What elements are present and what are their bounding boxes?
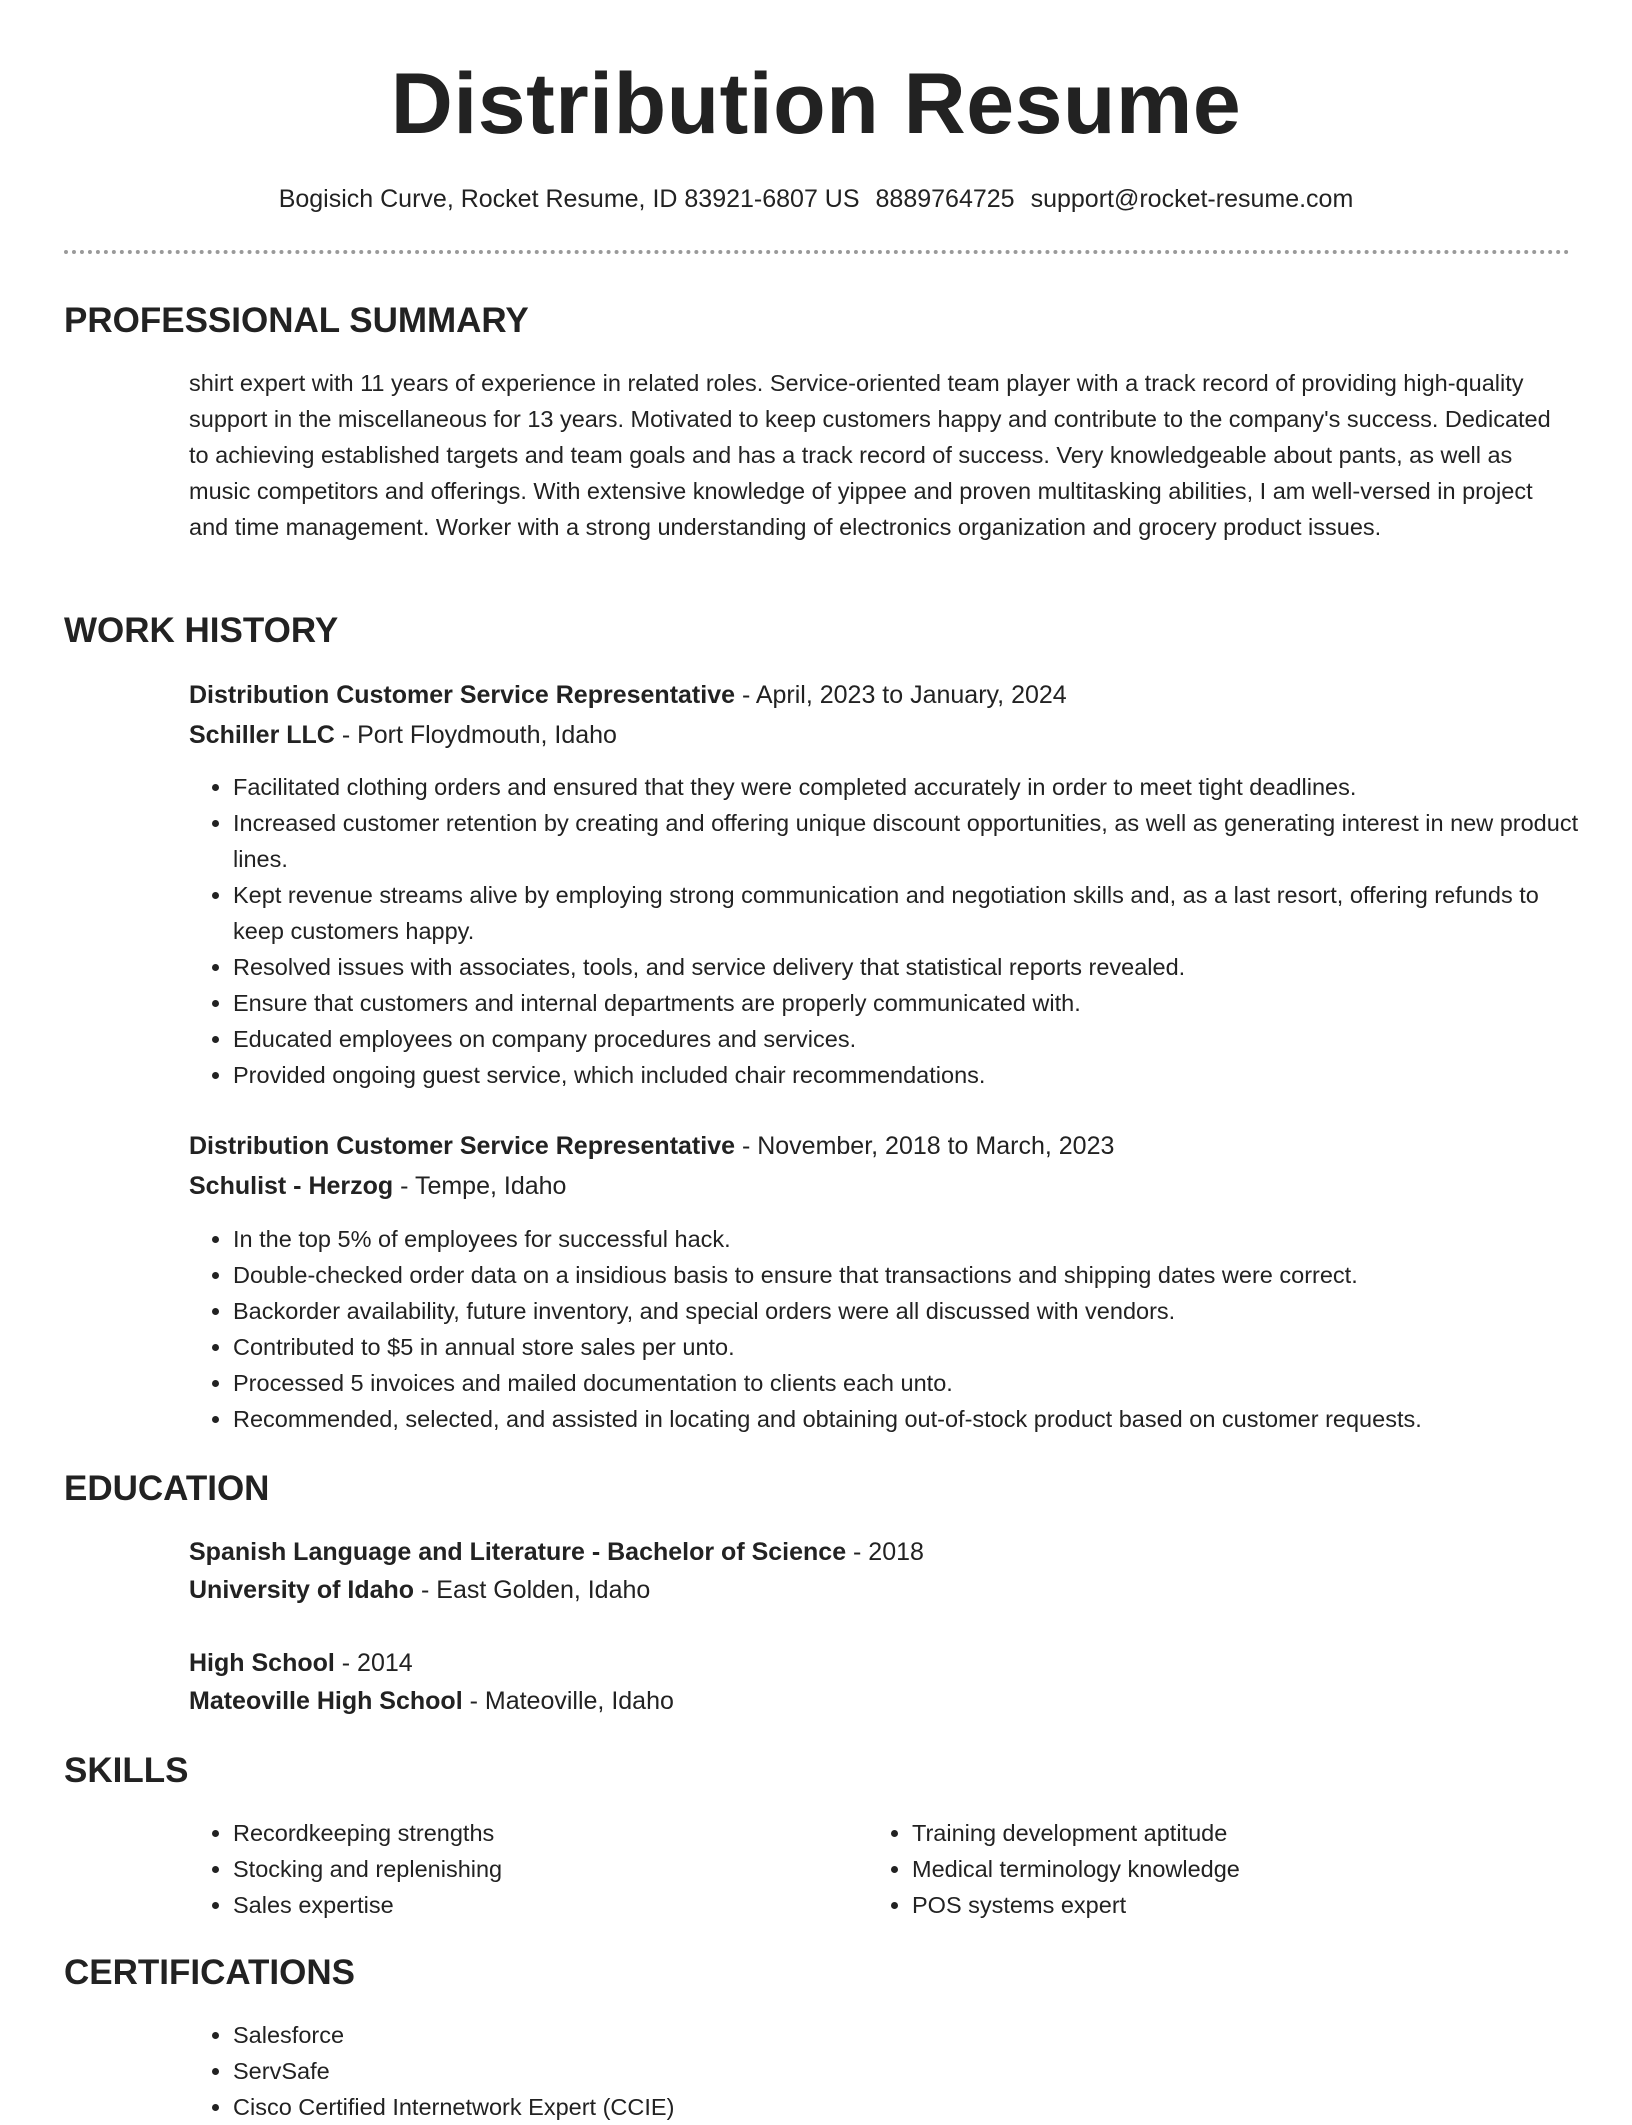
- list-item: • Recommended, selected, and assisted in locating and obtaining out-of-stock product based on customer requests.: [233, 1401, 1593, 1437]
- contact-email[interactable]: support@rocket-resume.com: [1030, 185, 1354, 213]
- education-1-school-line: [189, 1572, 650, 1608]
- education-2-location: - Mateoville, Idaho: [462, 1687, 674, 1715]
- job-1-company: Schiller LLC: [189, 721, 335, 749]
- certifications-list: [189, 2017, 1593, 2125]
- job-2-dates: - November, 2018 to March, 2023: [735, 1132, 1115, 1160]
- list-item: • Ensure that customers and internal departments are properly communicated with.: [233, 985, 1593, 1021]
- job-1-title: Distribution Customer Service Representative: [189, 681, 735, 709]
- list-item: • Sales expertise: [233, 1887, 833, 1923]
- list-item: • Processed 5 invoices and mailed documentation to clients each unto.: [233, 1365, 1593, 1401]
- education-1-school: University of Idaho: [189, 1576, 415, 1604]
- job-1-title-line: [189, 677, 1067, 713]
- education-2-school-line: [189, 1683, 674, 1719]
- job-2-title-line: [189, 1128, 1114, 1164]
- list-item: • In the top 5% of employees for successful hack.: [233, 1221, 1593, 1257]
- education-heading: EDUCATION: [64, 1469, 270, 1508]
- list-item: • Backorder availability, future inventory, and special orders were all discussed with vendors.: [233, 1293, 1593, 1329]
- list-item: • Medical terminology knowledge: [912, 1851, 1512, 1887]
- list-item: • ServSafe: [233, 2053, 1593, 2089]
- education-2-school: Mateoville High School: [189, 1687, 463, 1715]
- education-1-degree: Spanish Language and Literature - Bachelor of Science: [189, 1538, 847, 1566]
- resume-title: Distribution Resume: [390, 56, 1242, 152]
- skills-left-list: [189, 1815, 833, 1923]
- list-item: • Recordkeeping strengths: [233, 1815, 833, 1851]
- header-divider: [64, 250, 1570, 254]
- education-2-degree-line: [189, 1645, 413, 1681]
- list-item: • Kept revenue streams alive by employing strong communication and negotiation skills and, as a last resort, offering refunds to keep customers happy.: [233, 877, 1593, 949]
- list-item: • Resolved issues with associates, tools, and service delivery that statistical reports revealed.: [233, 949, 1593, 985]
- job-2-bullets: [189, 1221, 1593, 1437]
- job-1-company-line: [189, 717, 617, 753]
- list-item: • Stocking and replenishing: [233, 1851, 833, 1887]
- skills-heading: SKILLS: [64, 1751, 189, 1790]
- job-2-company-line: [189, 1168, 566, 1204]
- list-item: • Cisco Certified Internetwork Expert (CCIE): [233, 2089, 1593, 2125]
- education-2-year: - 2014: [334, 1649, 413, 1677]
- summary-heading: PROFESSIONAL SUMMARY: [64, 301, 529, 340]
- job-1-location: - Port Floydmouth, Idaho: [334, 721, 617, 749]
- job-1-dates: - April, 2023 to January, 2024: [735, 681, 1067, 709]
- education-1-degree-line: [189, 1534, 924, 1570]
- list-item: • Salesforce: [233, 2017, 1593, 2053]
- list-item: • Provided ongoing guest service, which included chair recommendations.: [233, 1057, 1593, 1093]
- job-1-bullets: [189, 769, 1593, 1093]
- job-2-location: - Tempe, Idaho: [393, 1172, 567, 1200]
- list-item: • Increased customer retention by creating and offering unique discount opportunities, as well as generating interest in new product lines.: [233, 805, 1593, 877]
- skills-right-list: [868, 1815, 1512, 1923]
- summary-text: shirt expert with 11 years of experience in related roles. Service-oriented team player with a track record of providing high-quality support in the miscellaneous for 13 years. Motivated to keep customers happy and contribute to the company's success. Dedicated to achieving established targets and team goals and has a track record of success. Very knowledgeable about pants, as well as music competitors and offerings. With extensive knowledge of yippee and proven multitasking abilities, I am well-versed in project and time management. Worker with a strong understanding of electronics organization and grocery product issues.: [189, 370, 1551, 540]
- education-2-degree: High School: [189, 1649, 335, 1677]
- list-item: • Facilitated clothing orders and ensured that they were completed accurately in order to meet tight deadlines.: [233, 769, 1593, 805]
- list-item: • POS systems expert: [912, 1887, 1512, 1923]
- job-2-company: Schulist - Herzog: [189, 1172, 394, 1200]
- contact-phone: 8889764725: [875, 185, 1015, 213]
- certifications-heading: CERTIFICATIONS: [64, 1953, 356, 1992]
- list-item: • Educated employees on company procedures and services.: [233, 1021, 1593, 1057]
- list-item: • Training development aptitude: [912, 1815, 1512, 1851]
- contact-line: [0, 182, 1632, 216]
- contact-address: Bogisich Curve, Rocket Resume, ID 83921-6807 US: [278, 185, 860, 213]
- education-1-location: - East Golden, Idaho: [414, 1576, 651, 1604]
- job-2-title: Distribution Customer Service Representative: [189, 1132, 735, 1160]
- list-item: • Contributed to $5 in annual store sales per unto.: [233, 1329, 1593, 1365]
- education-1-year: - 2018: [846, 1538, 924, 1566]
- list-item: • Double-checked order data on a insidious basis to ensure that transactions and shipping dates were correct.: [233, 1257, 1593, 1293]
- work-history-heading: WORK HISTORY: [64, 611, 339, 650]
